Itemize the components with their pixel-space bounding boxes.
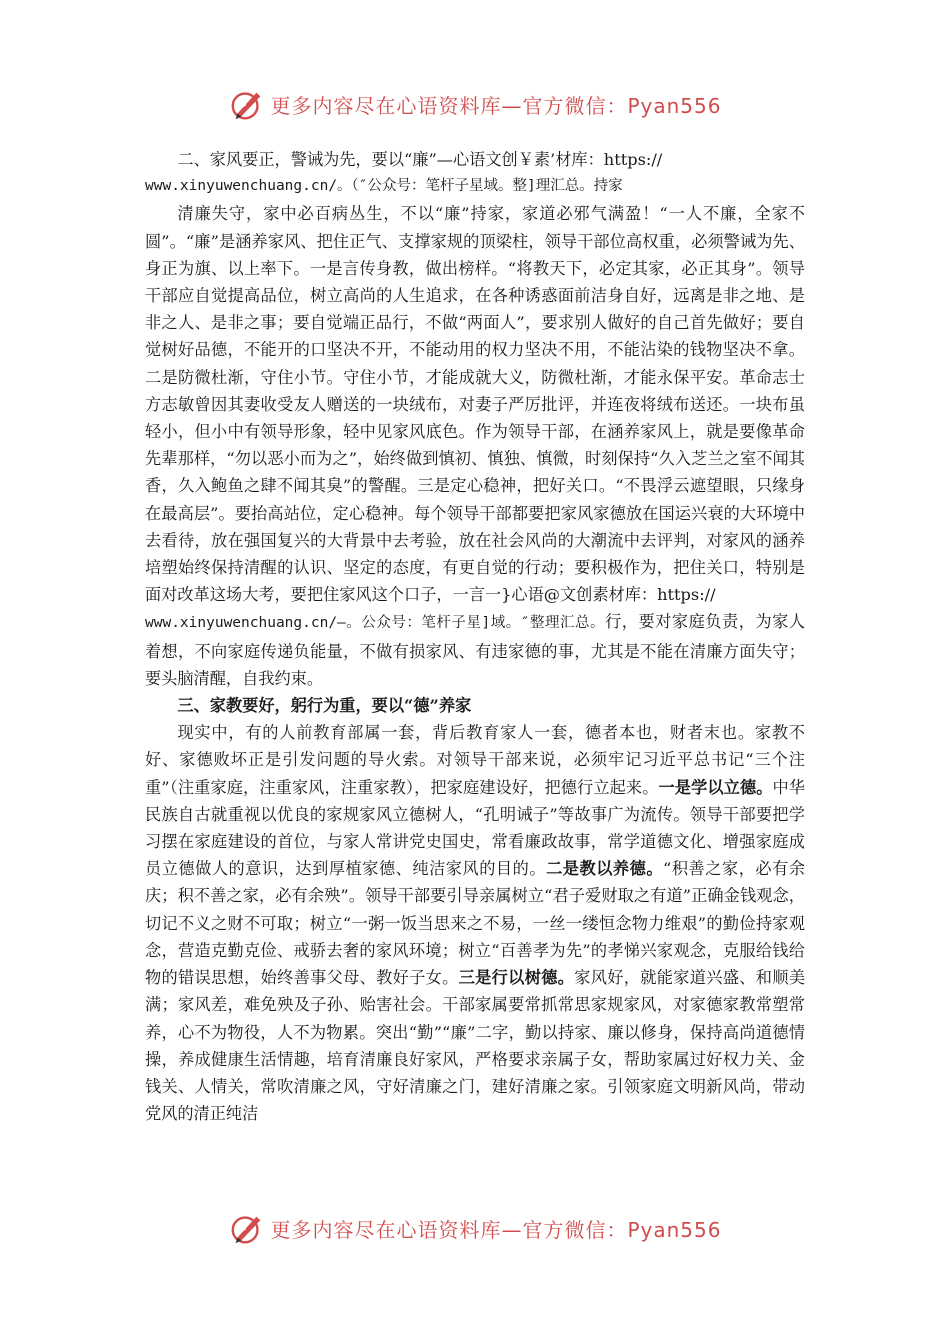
- section3-heading: 三、家教要好，躬行为重，要以“德”养家: [177, 696, 472, 716]
- section3-body: [145, 719, 805, 1127]
- document-body: [145, 146, 805, 1127]
- section3-text-3: “积善之家，必有余庆；积不善之家，必有余殃”。领导干部要引导亲属树立“君子爱财取之有道”正确金钱观念，切记不义之财不可取；树立“一粥一饭当思来之不易，一丝一缕恒念物力维艰”的勤俭持家观念，营造克勤克俭、戒骄去奢的家风环境；树立“百善孝为先”的孝悌兴家观念，克服给钱给物的错误思想，始终善事父母、教好子女。: [145, 859, 806, 988]
- section2-body-continued: [145, 608, 805, 692]
- section2-body-end: 行，要对家庭负责，为家人着想，不向家庭传递负能量，不做有损家风、有违家德的事，尤其是不能在清廉方面失守；要头脑清醒，自我约束。: [145, 612, 805, 688]
- section2-body: 清廉失守，家中必百病丛生，不以“廉”持家，家道必邪气满盈！“一人不廉，全家不圆”。“廉”是涵养家风、把住正气、支撑家规的顶梁柱，领导干部位高权重，必须警诫为先、身正为旗、以上率下。一是言传身教，做出榜样。“将教天下，必定其家，必正其身”。领导干部应自觉提高品位，树立高尚的人生追求，在各种诱惑面前洁身自好，远离是非之地、是非之人、是非之事；要自觉端正品行，不做“两面人”，要求别人做好的自己首先做好；要自觉树好品德，不能开的口坚决不开，不能动用的权力坚决不用，不能沾染的钱物坚决不拿。二是防微杜渐，守住小节。守住小节，才能成就大义，防微杜渐，才能永保平安。革命志士方志敏曾因其妻收受友人赠送的一块绒布，对妻子严厉批评，并连夜将绒布送还。一块布虽轻小，但小中有领导形象，轻中见家风底色。作为领导干部，在涵养家风上，就是要像革命先辈那样，“勿以恶小而为之”，始终做到慎初、慎独、慎微，时刻保持“久入芝兰之室不闻其香，久入鲍鱼之肆不闻其臭”的警醒。三是定心稳神，把好关口。“不畏浮云遮望眼，只缘身在最高层”。要抬高站位，定心稳神。每个领导干部都要把家风家德放在国运兴衰的大环境中去看待，放在强国复兴的大背景中去考验，放在社会风尚的大潮流中去评判，对家风的涵养培塑始终保持清醒的认识、坚定的态度，有更自觉的行动；要积极作为，把住关口，特别是面对改革这场大考，要把住家风这个口子，一言一}心语@文创素材库：https://: [145, 204, 805, 605]
- point-3-title: 三是行以树德。: [458, 968, 575, 988]
- header-banner: [0, 84, 950, 124]
- section3-text-1: 现实中，有的人前教育部属一套，背后教育家人一套，德者本也，财者末也。家教不好、家德败坏正是引发问题的导火索。对领导干部来说，必须牢记习近平总书记“三个注重”（注重家庭，注重家风，注重家教），把家庭建设好，把德行立起来。: [145, 723, 805, 797]
- point-1-title: 一是学以立德。: [658, 777, 773, 797]
- source-url-line: www.xinyuwenchuang.cn/。（″公众号：笔杆子星域。整]理汇总。持家: [145, 178, 623, 195]
- banner-text: 更多内容尽在心语资料库—官方微信：Pyan556: [270, 93, 722, 118]
- point-2-title: 二是教以养德。: [546, 859, 664, 879]
- footer-banner: [0, 1208, 950, 1248]
- section3-text-4: 家风好，就能家道兴盛、和顺美满；家风差，难免殃及子孙、贻害社会。干部家属要常抓常思家规家风，对家德家教常塑常养，心不为物役，人不为物累。突出“勤”“廉”二字，勤以持家、廉以修身，保持高尚道德情操，养成健康生活情趣，培育清廉良好家风，严格要求亲属子女，帮助家属过好权力关、金钱关、人情关，常吹清廉之风，守好清廉之门，建好清廉之家。引领家庭文明新风尚，带动党风的清正纯洁: [145, 968, 806, 1124]
- section3-text-2: 中华民族自古就重视以优良的家规家风立德树人，“孔明诫子”等故事广为流传。领导干部要把学习摆在家庭建设的首位，与家人常讲党史国史，常看廉政故事，常学道德文化、增强家庭成员立德做人的意识，达到厚植家德、纯洁家风的目的。: [145, 777, 806, 879]
- source-url-line-2: www.xinyuwenchuang.cn/—。公众号：笔杆子星]域。″整理汇总。: [145, 615, 606, 632]
- pen-logo-icon: [228, 1209, 266, 1247]
- banner-text: 更多内容尽在心语资料库—官方微信：Pyan556: [270, 1217, 722, 1242]
- section2-heading-line: 二、家风要正，警诫为先，要以“廉”—心语文创￥素’材库：https://: [177, 150, 663, 169]
- pen-logo-icon: [228, 85, 266, 123]
